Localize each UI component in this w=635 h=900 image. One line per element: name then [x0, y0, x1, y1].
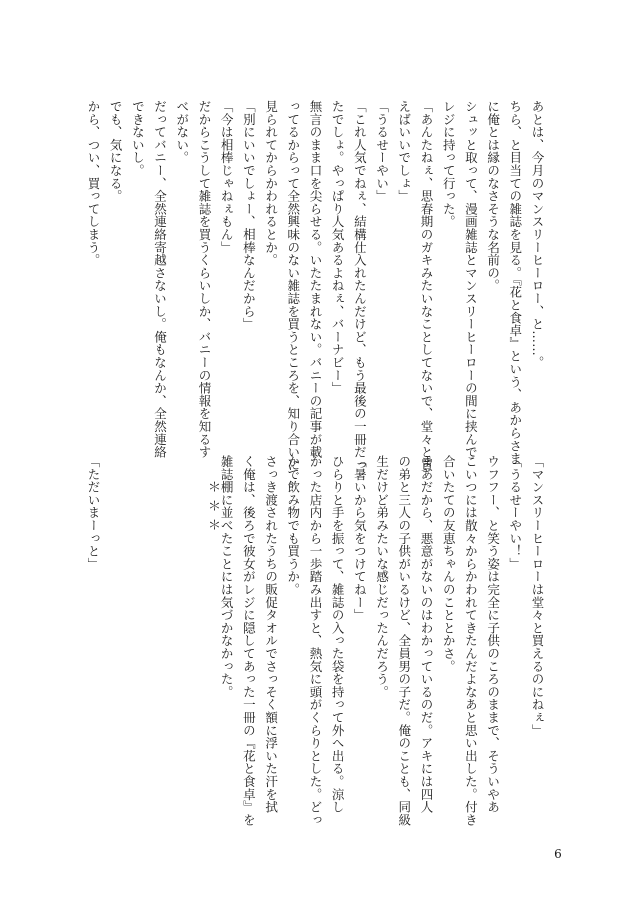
text-line: の弟と三人の子供がいるけど、全員男の子だ。俺のことも、同級: [396, 455, 412, 827]
text-line: 「うるせーやい！」: [507, 455, 523, 571]
text-line: まあだから、悪意がないのはわかっているのだ。アキには四人: [418, 455, 434, 814]
text-line: 「暑いから気をつけてねー」: [352, 455, 368, 622]
text-line: あとは、今月のマンスリーヒーロー、と……。: [530, 100, 545, 369]
text-line: レジに持って行った。: [441, 100, 457, 228]
lower-text-block: [85, 455, 548, 835]
text-line: [171, 455, 193, 835]
text-line: べがない。: [174, 100, 190, 164]
text-line: 「別にいいでしょー、相棒なんだから」: [241, 100, 257, 331]
text-line: 「マンスリーヒーローは堂々と買えるのにねぇ」: [530, 455, 545, 737]
text-line: [126, 455, 148, 835]
text-line: 「うるせーやい」: [374, 100, 390, 203]
page-number: 6: [554, 847, 562, 861]
text-line: 「今は相棒じゃねぇもん」: [219, 100, 235, 254]
text-line: たでしょ。やっぱり人気あるよねぇ、バーナビー」: [330, 100, 346, 395]
text-line: 無言のまま口を尖らせる。いたたまれない。バニーの記事が載: [307, 100, 323, 459]
text-line: えばいいでしょ」: [396, 100, 412, 203]
section-break: ＊＊＊: [205, 480, 220, 537]
text-line: 「あんたねぇ、思春期のガキみたいなことしてないで、堂々と買: [418, 100, 434, 472]
text-line: く俺は、後ろで彼女がレジに隠してあった一冊の『花と食卓』を: [241, 455, 257, 827]
text-line: でも、気になる。: [108, 100, 124, 203]
text-line: 雑誌棚に並べたことには気づかなかった。: [219, 455, 235, 699]
text-line: だってバニー、全然連絡寄越さないし。俺もなんか、全然連絡: [152, 100, 168, 459]
text-line: ひらりと手を振って、雑誌の入った袋を持って外へ出る。涼し: [330, 455, 346, 814]
text-line: 見られてからかわれるとか。: [263, 100, 279, 267]
text-line: シュッと取って、漫画雑誌とマンスリーヒーローの間に挟んで: [463, 100, 479, 459]
text-line: かった店内から一歩踏み出すと、熱気に頭がくらりとした。どっ: [307, 455, 323, 827]
text-line: [104, 455, 126, 835]
text-line: 合いたての友恵ちゃんのこととかさ。: [441, 455, 457, 673]
text-line: [148, 455, 170, 835]
text-line: かで飲み物でも買うか。: [285, 455, 301, 596]
text-line: こいつには散々からかわれてきたんだよなあと思い出した。付き: [463, 455, 479, 827]
upper-text-block: [85, 100, 548, 510]
text-line: できないし。: [130, 100, 146, 177]
text-line: から、つい、買ってしまう。: [85, 100, 101, 267]
text-line: に俺とは縁のなさそうな名前の。: [485, 100, 501, 292]
text-line: ウフフー、と笑う姿は完全に子供のころのままで、そういやあ: [485, 455, 501, 814]
text-line: ってるからって全然興味のない雑誌を買うところを、知り合いに: [285, 100, 301, 472]
text-line: 「これ人気でねぇ、結構仕入れたんだけど、もう最後の一冊だっ: [352, 100, 368, 472]
text-line: だからこうして雑誌を買うくらいしか、バニーの情報を知るす: [196, 100, 212, 459]
text-line: 生だけど弟みたいな感じだったんだろう。: [374, 455, 390, 699]
text-line: さっき渡されたうちの販促タオルでさっそく額に浮いた汗を拭: [263, 455, 279, 814]
text-line: 「ただいまーっと」: [85, 455, 101, 571]
text-line: ちら、と目当ての雑誌を見る。『花と食卓』という、あからさま: [507, 100, 523, 465]
